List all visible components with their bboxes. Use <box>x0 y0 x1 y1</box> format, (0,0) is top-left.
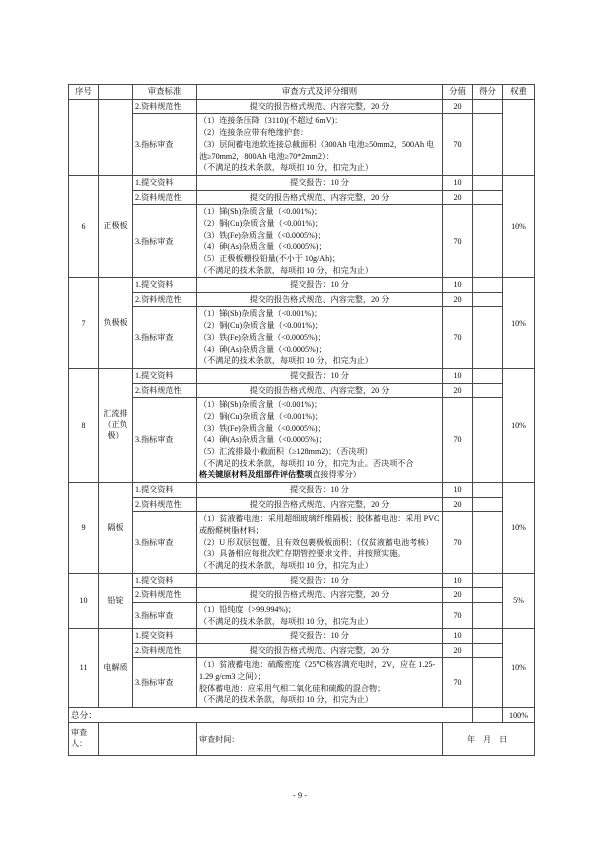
review-score-sheet <box>68 84 534 756</box>
row-score: 70 <box>443 512 473 574</box>
table-row <box>69 658 535 708</box>
row-no-continued <box>69 99 99 175</box>
row-got-score[interactable] <box>473 588 503 602</box>
table-row <box>69 307 535 369</box>
detail-line: （4）砷(As)杂质含量（<0.0005%)； <box>199 344 327 354</box>
row-got-score[interactable] <box>473 99 503 113</box>
detail-line: （5）汇流排最小截面积（≥128mm2)；（否决项） <box>199 447 373 456</box>
detail-line <box>199 469 440 481</box>
row-detail: 提交报告：10 分 <box>197 278 443 292</box>
row-standard: 2.资料规范性 <box>133 588 197 602</box>
row-detail: 提交的报告格式规范、内容完整，20 分 <box>197 588 443 602</box>
row-weight: 10% <box>503 629 535 708</box>
row-no: 7 <box>69 278 99 369</box>
row-score: 20 <box>443 383 473 397</box>
row-got-score[interactable] <box>473 483 503 497</box>
table-row <box>69 512 535 574</box>
row-got-score[interactable] <box>473 369 503 383</box>
header-detail: 审查方式及评分细则 <box>197 85 443 100</box>
detail-line: （1）连接条压降（3110)(不超过 6mV)： <box>199 116 343 126</box>
table-row <box>69 398 535 483</box>
row-score: 70 <box>443 307 473 369</box>
header-got: 得分 <box>473 85 503 100</box>
row-standard: 1.提交资料 <box>133 278 197 292</box>
review-time-label: 审查时间： <box>197 723 443 756</box>
row-score: 10 <box>443 176 473 190</box>
table-header <box>69 85 535 100</box>
row-standard: 1.提交资料 <box>133 483 197 497</box>
row-got-score[interactable] <box>473 602 503 628</box>
row-got-score[interactable] <box>473 383 503 397</box>
detail-line: 胶体蓄电池：应采用气相二氧化硅和硫酸的混合物； <box>199 683 386 693</box>
row-score: 70 <box>443 205 473 278</box>
row-name: 负极板 <box>99 278 133 369</box>
row-weight: 10% <box>503 369 535 483</box>
row-detail: 提交的报告格式规范、内容完整，20 分 <box>197 292 443 306</box>
row-score: 20 <box>443 292 473 306</box>
table-row <box>69 369 535 383</box>
row-name: 正极板 <box>99 176 133 278</box>
row-detail <box>197 512 443 574</box>
detail-line: （3）层间蓄电池软连接总截面积（300Ah 电池≥50mm2，500Ah 电池≥70mm2，800Ah 电池≥70*2mm2）： <box>199 139 435 161</box>
row-standard: 1.提交资料 <box>133 573 197 587</box>
row-standard: 3.指标审查 <box>133 658 197 708</box>
detail-line: （2）铜(Cu)杂质含量（<0.001%)； <box>199 411 323 421</box>
detail-line: （不满足的技术条款，每项扣 10 分，扣完为止） <box>199 356 374 366</box>
detail-line: （3）具备相应每批次贮存期管控要求文件，并按照实施。 <box>199 549 406 559</box>
row-no: 6 <box>69 176 99 278</box>
row-detail: 提交报告：10 分 <box>197 573 443 587</box>
row-got-score[interactable] <box>473 307 503 369</box>
row-got-score[interactable] <box>473 398 503 483</box>
detail-line: （2）U 形双层包覆，且有效包裹极板面积；（仅贫液蓄电池考核） <box>199 537 434 547</box>
row-no: 9 <box>69 483 99 574</box>
table-row <box>69 176 535 190</box>
row-detail: 提交报告：10 分 <box>197 176 443 190</box>
row-score: 70 <box>443 114 473 176</box>
detail-line: （不满足的技术条款，每项扣 10 分，扣完为止） <box>199 561 374 571</box>
detail-line: （3）铁(Fe)杂质含量（<0.0005%)； <box>199 423 326 433</box>
row-name: 隔板 <box>99 483 133 574</box>
detail-line: （1）贫液蓄电池：采用超细玻璃纤维隔板；胶体蓄电池：采用 PVC 或酚醛树脂材料； <box>199 514 440 535</box>
reviewer-label: 审查人： <box>69 723 99 756</box>
table-row <box>69 602 535 628</box>
row-got-score[interactable] <box>473 176 503 190</box>
detail-line: （3）铁(Fe)杂质含量（<0.0005%)； <box>199 332 326 342</box>
header-row <box>69 85 535 100</box>
table-body <box>69 99 535 755</box>
row-detail <box>197 658 443 708</box>
row-score: 20 <box>443 99 473 113</box>
row-got-score[interactable] <box>473 497 503 511</box>
row-got-score[interactable] <box>473 629 503 643</box>
row-no: 11 <box>69 629 99 708</box>
detail-line: （2）铜(Cu)杂质含量（<0.001%)； <box>199 218 323 228</box>
row-detail <box>197 602 443 628</box>
table-row <box>69 99 535 113</box>
row-got-score[interactable] <box>473 512 503 574</box>
header-standard: 审查标准 <box>133 85 197 100</box>
row-standard: 2.资料规范性 <box>133 190 197 204</box>
row-standard: 2.资料规范性 <box>133 99 197 113</box>
row-standard: 1.提交资料 <box>133 369 197 383</box>
row-detail <box>197 114 443 176</box>
table-row <box>69 114 535 176</box>
row-standard: 1.提交资料 <box>133 629 197 643</box>
row-detail: 提交的报告格式规范、内容完整，20 分 <box>197 190 443 204</box>
table-row <box>69 205 535 278</box>
row-detail <box>197 307 443 369</box>
row-standard: 3.指标审查 <box>133 205 197 278</box>
detail-line: （不满足的技术条款，每项扣 10 分，扣完为止） <box>199 616 374 626</box>
row-score: 10 <box>443 369 473 383</box>
row-got-score[interactable] <box>473 205 503 278</box>
row-standard: 3.指标审查 <box>133 602 197 628</box>
detail-line: （2）连接条应带有绝缘护套： <box>199 128 309 138</box>
table-row <box>69 643 535 657</box>
row-weight: 10% <box>503 176 535 278</box>
row-score: 70 <box>443 398 473 483</box>
total-weight: 100% <box>503 708 535 723</box>
header-name <box>99 85 133 100</box>
row-detail: 提交报告：10 分 <box>197 369 443 383</box>
row-weight: 10% <box>503 278 535 369</box>
row-detail: 提交报告：10 分 <box>197 483 443 497</box>
total-value[interactable] <box>473 708 503 723</box>
row-score: 20 <box>443 643 473 657</box>
total-label: 总分： <box>69 708 473 723</box>
table-row <box>69 588 535 602</box>
header-score: 分值 <box>443 85 473 100</box>
row-score: 70 <box>443 658 473 708</box>
header-no: 序号 <box>69 85 99 100</box>
row-score: 10 <box>443 629 473 643</box>
detail-line: （1）贫液蓄电池：硫酸密度（25℃核容满充电时，2V，应在 1.25-1.29 g/cm3 之间）； <box>199 660 436 681</box>
row-standard: 3.指标审查 <box>133 512 197 574</box>
row-standard: 2.资料规范性 <box>133 292 197 306</box>
row-standard: 2.资料规范性 <box>133 643 197 657</box>
table-row <box>69 292 535 306</box>
row-score: 10 <box>443 483 473 497</box>
row-detail: 提交的报告格式规范、内容完整，20 分 <box>197 497 443 511</box>
row-got-score[interactable] <box>473 190 503 204</box>
row-score: 20 <box>443 190 473 204</box>
row-standard: 3.指标审查 <box>133 114 197 176</box>
row-detail <box>197 205 443 278</box>
row-standard: 2.资料规范性 <box>133 497 197 511</box>
row-got-score[interactable] <box>473 278 503 292</box>
row-detail: 提交的报告格式规范、内容完整，20 分 <box>197 643 443 657</box>
row-score: 20 <box>443 497 473 511</box>
table-row <box>69 573 535 587</box>
table-row <box>69 190 535 204</box>
row-weight: 10% <box>503 483 535 574</box>
reviewer-value[interactable] <box>99 723 197 756</box>
row-no: 10 <box>69 573 99 628</box>
signature-row <box>69 723 535 756</box>
row-score: 70 <box>443 602 473 628</box>
detail-line: （5）正极板栅投铅量(不小于 10g/Ah)； <box>199 253 340 263</box>
detail-line: （1）锑(Sb)杂质含量（<0.001%)； <box>199 400 323 410</box>
row-got-score[interactable] <box>473 114 503 176</box>
row-got-score[interactable] <box>473 292 503 306</box>
row-score: 10 <box>443 573 473 587</box>
row-standard: 1.提交资料 <box>133 176 197 190</box>
row-detail <box>197 398 443 483</box>
row-standard: 2.资料规范性 <box>133 383 197 397</box>
table-row <box>69 629 535 643</box>
detail-line: （1）铅纯度（>99.994%)； <box>199 604 296 614</box>
row-name-continued <box>99 99 133 175</box>
page-number: - 9 - <box>292 790 308 800</box>
detail-line: （不满足的技术条款，每项扣 10 分，扣完为止。否决项不合 <box>199 458 414 468</box>
table-row <box>69 383 535 397</box>
detail-line: （不满足的技术条款，每项扣 10 分，扣完为止） <box>199 163 374 173</box>
detail-emphasis: 格关键原材料及组部件评估整项 <box>199 470 313 480</box>
row-got-score[interactable] <box>473 573 503 587</box>
table-row <box>69 278 535 292</box>
row-standard: 3.指标审查 <box>133 398 197 483</box>
row-standard: 3.指标审查 <box>133 307 197 369</box>
row-weight-continued <box>503 99 535 175</box>
detail-line: （4）砷(As)杂质含量（<0.0005%)； <box>199 242 327 252</box>
row-name: 电解质 <box>99 629 133 708</box>
table-row <box>69 483 535 497</box>
row-name: 汇流排（正负极） <box>99 369 133 483</box>
row-detail: 提交报告：10 分 <box>197 629 443 643</box>
total-row <box>69 708 535 723</box>
row-score: 20 <box>443 588 473 602</box>
detail-line-tail: 直接得零分） <box>312 470 361 480</box>
row-weight: 5% <box>503 573 535 628</box>
detail-line: （4）砷(As)杂质含量（<0.0005%)； <box>199 435 327 445</box>
review-table <box>68 84 535 756</box>
row-score: 10 <box>443 278 473 292</box>
detail-line: （2）铜(Cu)杂质含量（<0.001%)； <box>199 321 323 331</box>
detail-line: （不满足的技术条款，每项扣 10 分，扣完为止） <box>199 265 374 275</box>
review-date-value[interactable]: 年 月 日 <box>443 723 535 756</box>
detail-line: （不满足的技术条款，每项扣 10 分，扣完为止） <box>199 695 374 705</box>
table-row <box>69 497 535 511</box>
detail-line: （3）铁(Fe)杂质含量（<0.0005%)； <box>199 230 326 240</box>
row-no: 8 <box>69 369 99 483</box>
row-got-score[interactable] <box>473 658 503 708</box>
row-got-score[interactable] <box>473 643 503 657</box>
detail-line: （1）锑(Sb)杂质含量（<0.001%)； <box>199 207 323 217</box>
row-detail: 提交的报告格式规范、内容完整，20 分 <box>197 99 443 113</box>
row-detail: 提交的报告格式规范、内容完整，20 分 <box>197 383 443 397</box>
detail-line: （1）锑(Sb)杂质含量（<0.001%)； <box>199 309 323 319</box>
header-weight: 权重 <box>503 85 535 100</box>
row-name: 铅锭 <box>99 573 133 628</box>
